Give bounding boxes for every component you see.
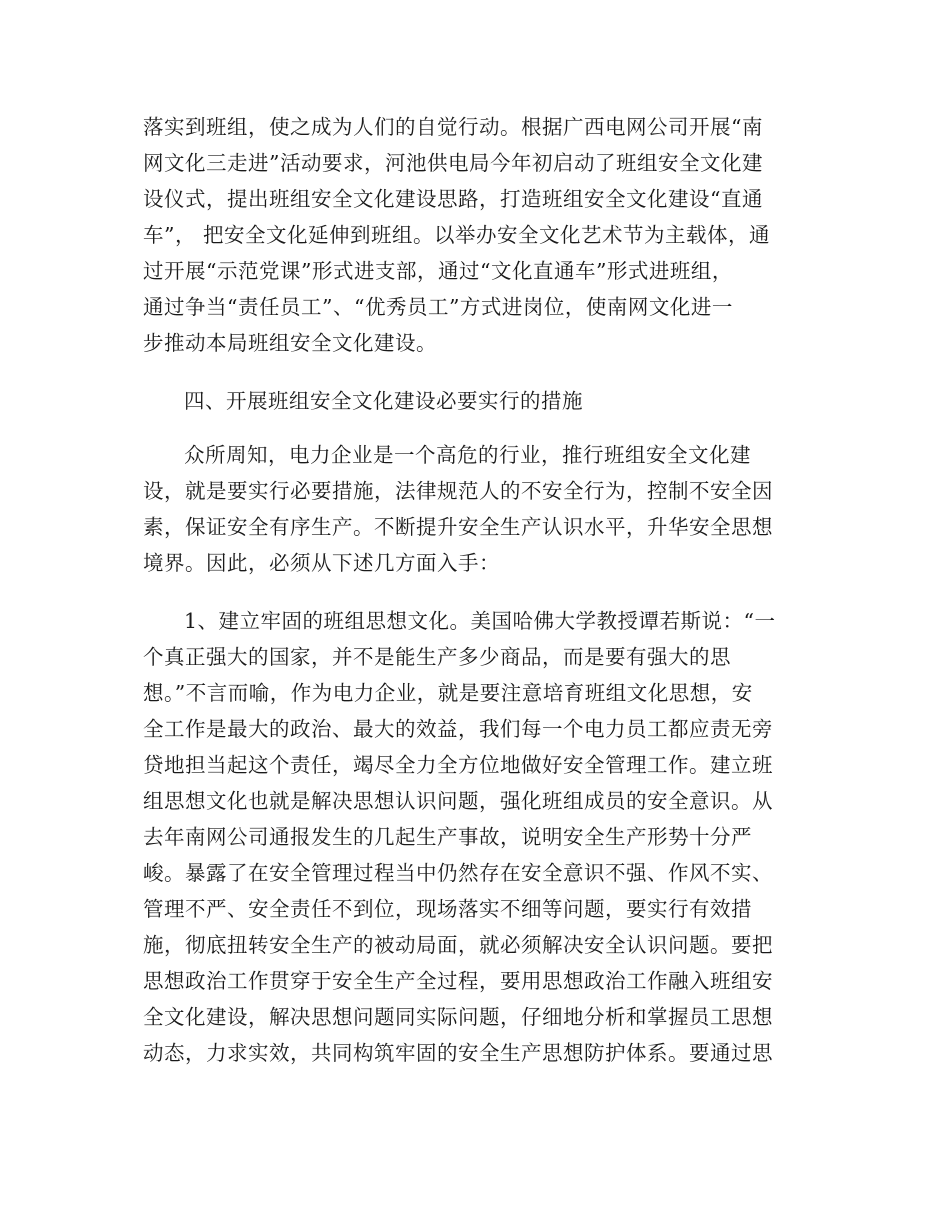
text-line: 网文化三走进”活动要求，河池供电局今年初启动了班组安全文化建	[143, 151, 763, 175]
text-line: 过开展“示范党课”形式进支部，通过“文化直通车”形式进班组，	[143, 259, 733, 283]
text-line: 峻。暴露了在安全管理过程当中仍然存在安全意识不强、作风不实、	[143, 861, 773, 885]
text-line: 步推动本局班组安全文化建设。	[143, 331, 437, 355]
text-line: 设，就是要实行必要措施，法律规范人的不安全行为，控制不安全因	[143, 479, 773, 503]
text-line: 去年南网公司通报发生的几起生产事故，说明安全生产形势十分严	[143, 825, 752, 849]
text-line: 个真正强大的国家，并不是能生产多少商品，而是要有强大的思	[143, 645, 731, 669]
text-line: 贷地担当起这个责任，竭尽全力全方位地做好安全管理工作。建立班	[143, 753, 773, 777]
text-line: 思想政治工作贯穿于安全生产全过程，要用思想政治工作融入班组安	[143, 969, 773, 993]
text-line: 素，保证安全有序生产。不断提升安全生产认识水平，升华安全思想	[143, 515, 773, 539]
text-line: 动态，力求实效，共同构筑牢固的安全生产思想防护体系。要通过思	[143, 1041, 773, 1065]
text-line: 落实到班组，使之成为人们的自觉行动。根据广西电网公司开展“南	[143, 115, 763, 139]
text-line: 车”， 把安全文化延伸到班组。以举办安全文化艺术节为主载体，通	[143, 223, 770, 247]
text-line: 全工作是最大的政治、最大的效益，我们每一个电力员工都应责无旁	[143, 717, 773, 741]
text-line: 全文化建设，解决思想问题同实际问题，仔细地分析和掌握员工思想	[143, 1005, 773, 1029]
text-line: 境界。因此，必须从下述几方面入手：	[143, 551, 500, 575]
text-line: 管理不严、安全责任不到位，现场落实不细等问题，要实行有效措	[143, 897, 752, 921]
section-heading: 四、开展班组安全文化建设必要实行的措施	[184, 389, 583, 413]
text-line: 组思想文化也就是解决思想认识问题，强化班组成员的安全意识。从	[143, 789, 773, 813]
text-line: 施，彻底扭转安全生产的被动局面，就必须解决安全认识问题。要把	[143, 933, 773, 957]
text-line: 想。”不言而喻，作为电力企业，就是要注意培育班组文化思想，安	[143, 681, 753, 705]
text-line: 设仪式，提出班组安全文化建设思路，打造班组安全文化建设“直通	[143, 187, 763, 211]
text-line: 1、建立牢固的班组思想文化。美国哈佛大学教授谭若斯说：“一	[184, 609, 776, 633]
text-line: 通过争当“责任员工”、“优秀员工”方式进岗位，使南网文化进一	[143, 295, 733, 319]
text-line: 众所周知，电力企业是一个高危的行业，推行班组安全文化建	[184, 443, 751, 467]
